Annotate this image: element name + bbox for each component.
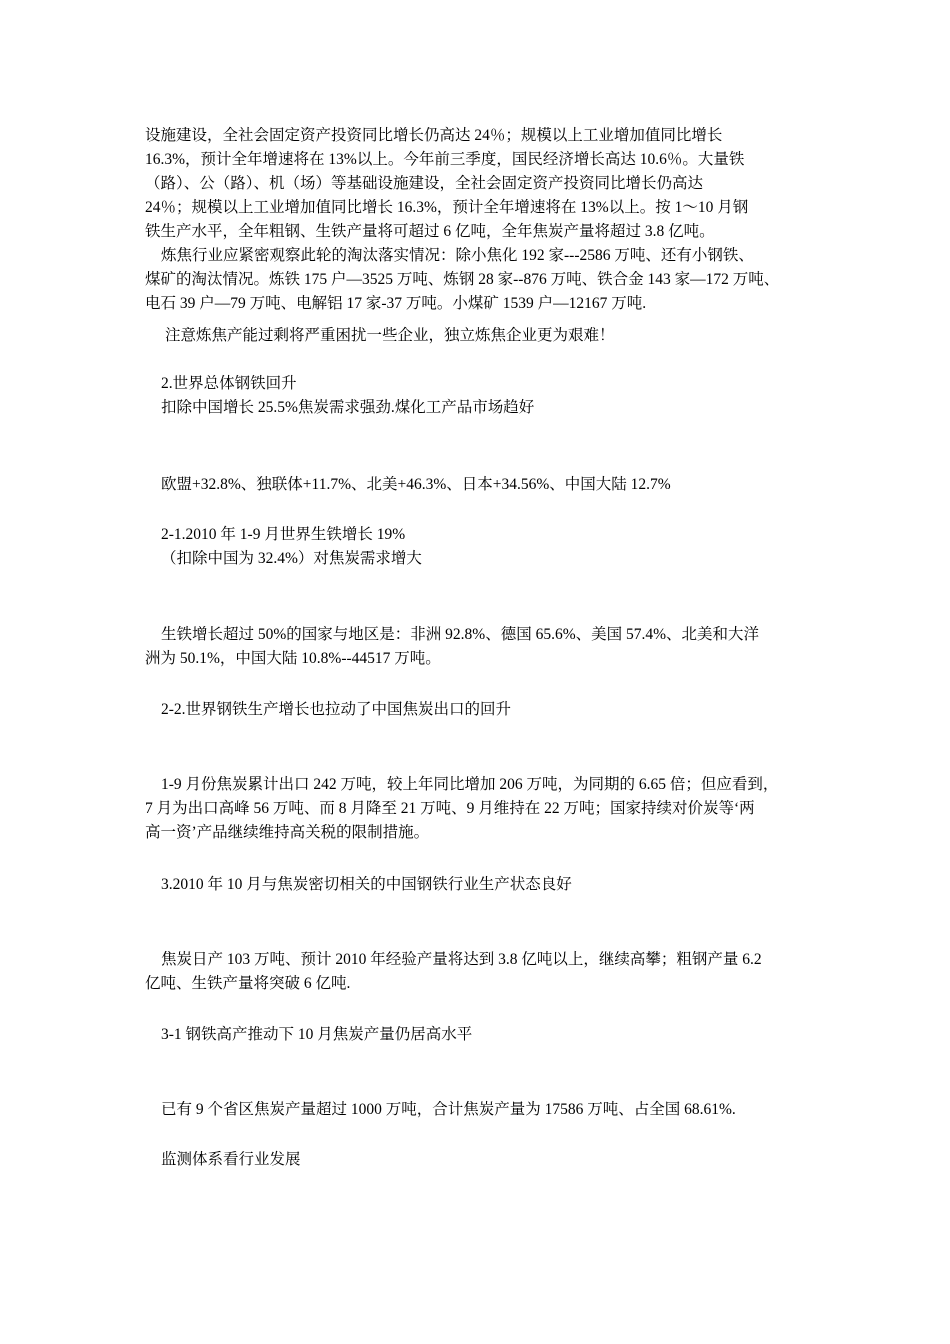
text-line: 洲为 50.1%，中国大陆 10.8%--44517 万吨。 [145,650,441,667]
text-line: 设施建设，全社会固定资产投资同比增长仍高达 24％；规模以上工业增加值同比增长 [145,127,723,144]
text-line: 电石 39 户—79 万吨、电解铝 17 家-37 万吨。小煤矿 1539 户—12167 万吨. [145,295,647,312]
text-line: 煤矿的淘汰情况。炼铁 175 户—3525 万吨、炼钢 28 家--876 万吨、铁合金 143 家—172 万吨、 [145,271,780,288]
section-title: 监测体系看行业发展 [161,1151,301,1168]
text-line: 焦炭日产 103 万吨、预计 2010 年经验产量将达到 3.8 亿吨以上，继续高攀；粗钢产量 6.2 [161,951,762,968]
section-monitor-heading [145,1148,810,1172]
text-line: 注意炼焦产能过剩将严重困扰一些企业，独立炼焦企业更为艰难！ [165,327,615,344]
text-line: 24％；规模以上工业增加值同比增长 16.3%，预计全年增速将在 13%以上。按 1～10 月钢 [145,199,749,216]
section-subtitle: （扣除中国为 32.4%）对焦炭需求增大 [161,550,422,567]
text-line: 铁生产水平，全年粗钢、生铁产量将可超过 6 亿吨，全年焦炭产量将超过 3.8 亿吨。 [145,223,715,240]
text-line: 生铁增长超过 50%的国家与地区是：非洲 92.8%、德国 65.6%、美国 57.4%、北美和大洋 [161,626,760,643]
text-line: 1-9 月份焦炭累计出口 242 万吨，较上年同比增加 206 万吨，为同期的 6.65 倍；但应看到， [161,776,779,793]
text-line: 欧盟+32.8%、独联体+11.7%、北美+46.3%、日本+34.56%、中国大陆 12.7% [161,476,671,493]
paragraph-warning [145,324,810,348]
text-line: 炼焦行业应紧密观察此轮的淘汰落实情况：除小焦化 192 家---2586 万吨、还有小钢铁、 [161,247,754,264]
paragraph-elimination [145,244,810,316]
text-line: 高一资’产品继续维持高关税的限制措施。 [145,824,430,841]
section-title: 2.世界总体钢铁回升 [161,375,297,392]
section-title: 3.2010 年 10 月与焦炭密切相关的中国钢铁行业生产状态良好 [161,876,572,893]
section-3-1-heading [145,1023,810,1047]
section-subtitle: 扣除中国增长 25.5%焦炭需求强劲.煤化工产品市场趋好 [161,399,535,416]
section-2-regions [145,473,810,497]
section-title: 2-1.2010 年 1-9 月世界生铁增长 19% [161,526,406,543]
section-2-2-heading [145,698,810,722]
text-line: （路）、公（路）、机（场）等基础设施建设，全社会固定资产投资同比增长仍高达 [145,175,704,192]
text-line: 已有 9 个省区焦炭产量超过 1000 万吨，合计焦炭产量为 17586 万吨、占全国 68.61%. [161,1101,736,1118]
section-title: 2-2.世界钢铁生产增长也拉动了中国焦炭出口的回升 [161,701,512,718]
section-2-1-heading [145,523,810,571]
text-line: 亿吨、生铁产量将突破 6 亿吨. [145,975,351,992]
section-2-heading [145,372,810,420]
section-2-1-body [145,623,810,671]
section-3-1-body [145,1098,810,1122]
text-line: 7 月为出口高峰 56 万吨、而 8 月降至 21 万吨、9 月维持在 22 万吨；国家持续对价炭等‘两 [145,800,755,817]
paragraph-intro [145,124,810,244]
section-2-2-body [145,773,810,845]
section-3-body [145,948,810,996]
section-title: 3-1 钢铁高产推动下 10 月焦炭产量仍居高水平 [161,1026,473,1043]
section-3-heading [145,873,810,897]
text-line: 16.3%，预计全年增速将在 13%以上。今年前三季度，国民经济增长高达 10.6％。大量铁 [145,151,745,168]
